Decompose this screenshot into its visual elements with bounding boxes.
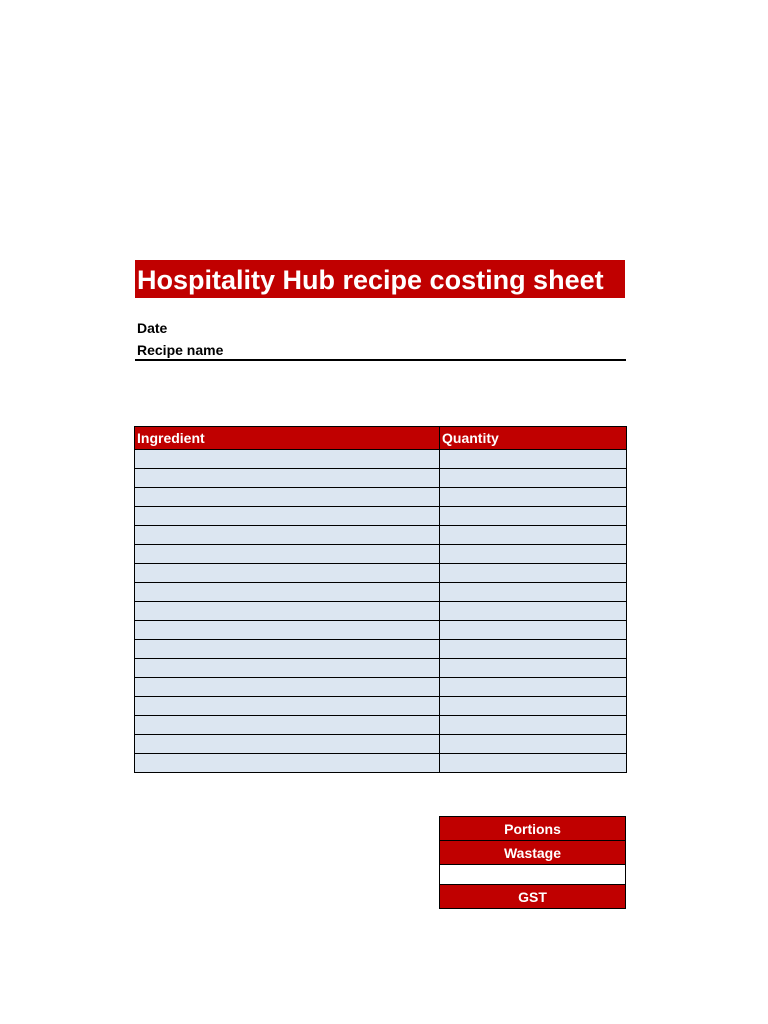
table-row	[135, 564, 627, 583]
table-row	[135, 602, 627, 621]
table-row	[135, 678, 627, 697]
quantity-cell[interactable]	[440, 697, 627, 716]
quantity-cell[interactable]	[440, 507, 627, 526]
quantity-cell[interactable]	[440, 678, 627, 697]
quantity-cell[interactable]	[440, 564, 627, 583]
ingredient-cell[interactable]	[135, 697, 440, 716]
ingredient-column-header: Ingredient	[135, 427, 440, 450]
ingredient-cell[interactable]	[135, 564, 440, 583]
table-row	[135, 507, 627, 526]
ingredient-table-body	[135, 450, 627, 773]
ingredient-cell[interactable]	[135, 450, 440, 469]
ingredient-cell[interactable]	[135, 735, 440, 754]
table-row	[135, 716, 627, 735]
portions-cell[interactable]: Portions	[440, 817, 626, 841]
table-row	[135, 526, 627, 545]
quantity-cell[interactable]	[440, 735, 627, 754]
ingredient-cell[interactable]	[135, 488, 440, 507]
ingredient-table-header	[135, 427, 627, 450]
ingredient-cell[interactable]	[135, 469, 440, 488]
table-row	[135, 659, 627, 678]
summary-blank-cell[interactable]	[440, 865, 626, 885]
quantity-column-header: Quantity	[440, 427, 627, 450]
quantity-cell[interactable]	[440, 621, 627, 640]
ingredient-cell[interactable]	[135, 507, 440, 526]
recipe-name-label: Recipe name	[137, 342, 224, 358]
quantity-cell[interactable]	[440, 583, 627, 602]
table-row	[135, 754, 627, 773]
table-row	[135, 469, 627, 488]
wastage-cell[interactable]: Wastage	[440, 841, 626, 865]
table-row	[135, 735, 627, 754]
quantity-cell[interactable]	[440, 640, 627, 659]
ingredient-cell[interactable]	[135, 754, 440, 773]
quantity-cell[interactable]	[440, 488, 627, 507]
ingredient-cell[interactable]	[135, 602, 440, 621]
ingredient-cell[interactable]	[135, 621, 440, 640]
ingredient-cell[interactable]	[135, 640, 440, 659]
table-row	[135, 640, 627, 659]
ingredient-cell[interactable]	[135, 678, 440, 697]
ingredient-cell[interactable]	[135, 526, 440, 545]
quantity-cell[interactable]	[440, 526, 627, 545]
ingredient-cell[interactable]	[135, 716, 440, 735]
date-label: Date	[137, 320, 168, 336]
recipe-name-underline	[135, 359, 626, 361]
ingredient-cell[interactable]	[135, 545, 440, 564]
ingredient-cell[interactable]	[135, 583, 440, 602]
quantity-cell[interactable]	[440, 450, 627, 469]
quantity-cell[interactable]	[440, 469, 627, 488]
gst-cell[interactable]: GST	[440, 885, 626, 909]
table-row	[135, 583, 627, 602]
quantity-cell[interactable]	[440, 754, 627, 773]
summary-table	[439, 816, 626, 909]
table-row	[135, 450, 627, 469]
quantity-cell[interactable]	[440, 659, 627, 678]
quantity-cell[interactable]	[440, 545, 627, 564]
table-row	[135, 488, 627, 507]
quantity-cell[interactable]	[440, 602, 627, 621]
ingredient-cell[interactable]	[135, 659, 440, 678]
table-row	[135, 545, 627, 564]
table-row	[135, 697, 627, 716]
page-title: Hospitality Hub recipe costing sheet	[135, 260, 625, 298]
ingredient-table	[134, 426, 627, 773]
table-row	[135, 621, 627, 640]
quantity-cell[interactable]	[440, 716, 627, 735]
